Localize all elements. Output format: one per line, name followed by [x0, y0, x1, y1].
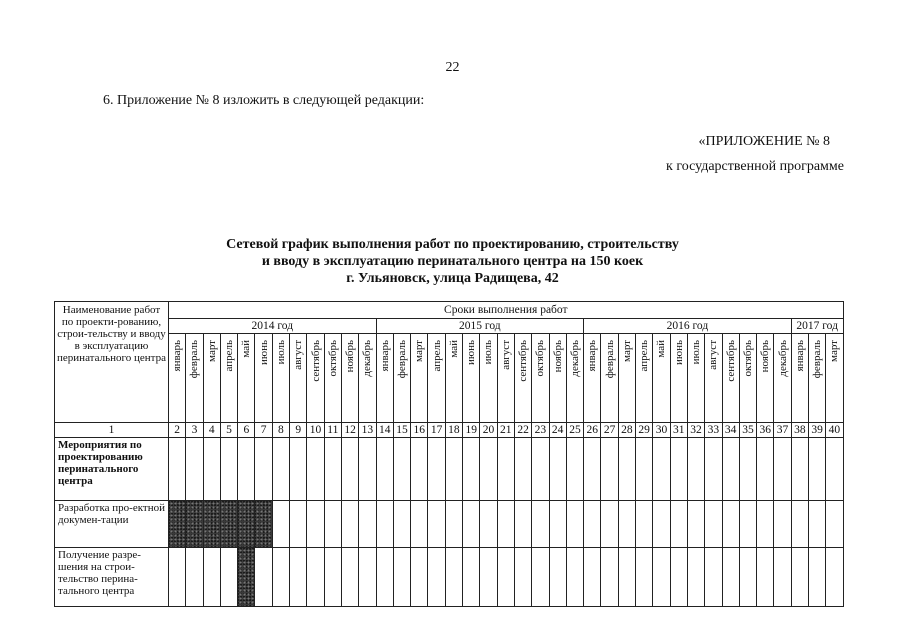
month-header: [203, 334, 220, 423]
month-label: июнь: [465, 340, 478, 366]
month-header: [359, 334, 376, 423]
schedule-cell-filled: [220, 501, 237, 548]
year-header: 2015 год: [376, 319, 584, 334]
schedule-cell: [584, 548, 601, 607]
month-label: ноябрь: [344, 340, 357, 373]
schedule-cell: [549, 548, 566, 607]
column-number: 33: [705, 423, 722, 438]
schedule-cell: [739, 501, 756, 548]
column-number: 39: [808, 423, 825, 438]
column-number: 14: [376, 423, 393, 438]
month-header: [238, 334, 255, 423]
month-header: [687, 334, 704, 423]
schedule-cell: [791, 438, 808, 501]
schedule-cell: [757, 501, 774, 548]
month-header: [290, 334, 307, 423]
task-row: [55, 438, 844, 501]
month-header: [411, 334, 428, 423]
column-number: 24: [549, 423, 566, 438]
month-header: [497, 334, 514, 423]
month-header: [618, 334, 635, 423]
column-number: 40: [826, 423, 843, 438]
schedule-cell: [359, 548, 376, 607]
month-header: [341, 334, 358, 423]
schedule-cell: [618, 438, 635, 501]
month-label: май: [240, 340, 253, 358]
schedule-cell: [532, 438, 549, 501]
title-line-1: Сетевой график выполнения работ по проектированию, строительству: [226, 237, 679, 252]
month-header: [307, 334, 324, 423]
month-label: сентябрь: [724, 340, 737, 382]
schedule-cell: [341, 548, 358, 607]
column-number: 4: [203, 423, 220, 438]
schedule-cell: [722, 548, 739, 607]
schedule-cell-filled: [238, 501, 255, 548]
column-number: 37: [774, 423, 791, 438]
schedule-cell: [601, 438, 618, 501]
period-header: Сроки выполнения работ: [169, 302, 844, 319]
schedule-cell: [826, 548, 843, 607]
schedule-cell: [566, 501, 583, 548]
column-number: 34: [722, 423, 739, 438]
schedule-cell: [255, 548, 272, 607]
month-header: [826, 334, 843, 423]
column-number: 27: [601, 423, 618, 438]
schedule-cell: [618, 501, 635, 548]
header-row: [55, 302, 844, 319]
month-label: апрель: [638, 340, 651, 372]
schedule-cell: [826, 501, 843, 548]
schedule-cell: [307, 501, 324, 548]
month-label: февраль: [811, 340, 824, 379]
month-header: [324, 334, 341, 423]
schedule-cell-filled: [203, 501, 220, 548]
column-number: 36: [757, 423, 774, 438]
schedule-cell: [220, 438, 237, 501]
month-label: март: [413, 340, 426, 362]
schedule-cell: [497, 548, 514, 607]
title-line-2: и вводу в эксплуатацию перинатального центра на 150 коек: [261, 254, 644, 269]
column-number: 30: [653, 423, 670, 438]
schedule-cell: [687, 501, 704, 548]
month-label: март: [205, 340, 218, 362]
month-label: июнь: [672, 340, 685, 366]
column-number: 16: [411, 423, 428, 438]
schedule-cell: [393, 501, 410, 548]
schedule-cell: [566, 438, 583, 501]
schedule-cell: [791, 501, 808, 548]
month-header: [808, 334, 825, 423]
schedule-cell: [774, 438, 791, 501]
schedule-cell: [705, 501, 722, 548]
month-label: февраль: [603, 340, 616, 379]
schedule-cell: [463, 548, 480, 607]
schedule-cell: [376, 548, 393, 607]
schedule-cell: [514, 548, 531, 607]
schedule-cell: [324, 438, 341, 501]
schedule-cell: [220, 548, 237, 607]
column-number: 28: [618, 423, 635, 438]
schedule-cell: [428, 438, 445, 501]
schedule-cell: [411, 548, 428, 607]
schedule-cell: [670, 548, 687, 607]
month-label: сентябрь: [517, 340, 530, 382]
task-row: [55, 501, 844, 548]
schedule-cell: [514, 438, 531, 501]
schedule-cell: [290, 438, 307, 501]
month-header: [757, 334, 774, 423]
schedule-cell-filled: [169, 501, 186, 548]
column-number: 20: [480, 423, 497, 438]
schedule-cell: [324, 548, 341, 607]
title-line-3: г. Ульяновск, улица Радищева, 42: [346, 271, 559, 286]
year-row: [55, 319, 844, 334]
schedule-cell: [532, 548, 549, 607]
month-label: декабрь: [361, 340, 374, 377]
month-label: февраль: [188, 340, 201, 379]
column-number: 3: [186, 423, 203, 438]
schedule-cell: [826, 438, 843, 501]
schedule-cell: [705, 438, 722, 501]
schedule-cell: [670, 501, 687, 548]
schedule-cell: [739, 548, 756, 607]
schedule-cell: [670, 438, 687, 501]
schedule-cell: [722, 438, 739, 501]
schedule-cell: [549, 438, 566, 501]
column-number: 25: [566, 423, 583, 438]
schedule-cell: [428, 501, 445, 548]
schedule-cell: [445, 548, 462, 607]
schedule-cell: [376, 438, 393, 501]
column-number: 38: [791, 423, 808, 438]
schedule-cell: [687, 438, 704, 501]
column-number: 26: [584, 423, 601, 438]
month-header: [186, 334, 203, 423]
month-header: [393, 334, 410, 423]
month-header: [272, 334, 289, 423]
column-number: 7: [255, 423, 272, 438]
month-label: июнь: [257, 340, 270, 366]
month-label: октябрь: [326, 340, 339, 377]
schedule-cell: [359, 438, 376, 501]
column-number: 9: [290, 423, 307, 438]
schedule-cell: [203, 548, 220, 607]
schedule-cell: [411, 438, 428, 501]
schedule-cell: [566, 548, 583, 607]
month-label: октябрь: [534, 340, 547, 377]
column-number: 6: [238, 423, 255, 438]
month-header: [514, 334, 531, 423]
schedule-cell: [376, 501, 393, 548]
schedule-cell: [808, 438, 825, 501]
schedule-cell: [480, 438, 497, 501]
column-number: 15: [393, 423, 410, 438]
column-number: 8: [272, 423, 289, 438]
month-label: май: [447, 340, 460, 358]
schedule-cell: [169, 438, 186, 501]
schedule-cell: [808, 548, 825, 607]
schedule-cell: [324, 501, 341, 548]
column-number-row: [55, 423, 844, 438]
month-label: апрель: [430, 340, 443, 372]
schedule-cell: [687, 548, 704, 607]
month-header: [739, 334, 756, 423]
column-number: 32: [687, 423, 704, 438]
month-header: [255, 334, 272, 423]
schedule-cell: [480, 501, 497, 548]
month-label: ноябрь: [759, 340, 772, 373]
month-header: [220, 334, 237, 423]
column-number: 22: [514, 423, 531, 438]
month-label: ноябрь: [551, 340, 564, 373]
schedule-cell: [463, 501, 480, 548]
month-label: июль: [690, 340, 703, 365]
schedule-cell: [774, 501, 791, 548]
schedule-cell: [532, 501, 549, 548]
schedule-cell: [307, 438, 324, 501]
column-number: 11: [324, 423, 341, 438]
month-label: июль: [482, 340, 495, 365]
schedule-cell: [601, 548, 618, 607]
schedule-cell: [445, 501, 462, 548]
month-label: август: [499, 340, 512, 370]
month-label: июль: [274, 340, 287, 365]
month-label: декабрь: [776, 340, 789, 377]
month-label: февраль: [396, 340, 408, 379]
schedule-cell: [341, 438, 358, 501]
column-number: 31: [670, 423, 687, 438]
schedule-cell: [445, 438, 462, 501]
month-label: декабрь: [568, 340, 581, 377]
schedule-cell: [618, 548, 635, 607]
schedule-cell: [653, 501, 670, 548]
schedule-cell: [255, 438, 272, 501]
month-header: [376, 334, 393, 423]
task-label: Мероприятия по проектированию перинатального центра: [55, 438, 169, 501]
month-header: [169, 334, 186, 423]
schedule-cell: [480, 548, 497, 607]
task-label: Разработка про-ектной докумен-тации: [55, 501, 169, 548]
month-header: [428, 334, 445, 423]
schedule-cell: [290, 501, 307, 548]
month-header: [480, 334, 497, 423]
year-header: 2014 год: [169, 319, 377, 334]
schedule-cell: [272, 438, 289, 501]
schedule-cell: [791, 548, 808, 607]
column-number: 5: [220, 423, 237, 438]
month-label: сентябрь: [309, 340, 322, 382]
month-label: январь: [586, 340, 599, 372]
schedule-table: [54, 301, 844, 607]
schedule-cell: [584, 501, 601, 548]
schedule-cell: [497, 438, 514, 501]
month-header: [445, 334, 462, 423]
month-header: [566, 334, 583, 423]
schedule-cell: [290, 548, 307, 607]
schedule-cell: [722, 501, 739, 548]
month-header: [532, 334, 549, 423]
month-label: август: [292, 340, 305, 370]
schedule-cell: [169, 548, 186, 607]
schedule-cell: [514, 501, 531, 548]
schedule-cell: [428, 548, 445, 607]
schedule-cell: [497, 501, 514, 548]
month-header: [636, 334, 653, 423]
appendix-subheading: к государственной программе: [666, 159, 844, 174]
appendix-heading: «ПРИЛОЖЕНИЕ № 8: [698, 134, 830, 149]
month-header: [791, 334, 808, 423]
schedule-cell: [636, 548, 653, 607]
column-number: 13: [359, 423, 376, 438]
month-label: март: [828, 340, 841, 362]
month-header: [653, 334, 670, 423]
schedule-cell: [636, 501, 653, 548]
month-header: [584, 334, 601, 423]
page-number: 22: [445, 60, 460, 75]
schedule-cell: [808, 501, 825, 548]
month-header: [774, 334, 791, 423]
schedule-cell: [757, 438, 774, 501]
schedule-cell: [636, 438, 653, 501]
schedule-cell: [393, 438, 410, 501]
document-title: [0, 236, 905, 287]
schedule-cell: [584, 438, 601, 501]
schedule-cell: [186, 438, 203, 501]
task-row: [55, 548, 844, 607]
column-number: 12: [341, 423, 358, 438]
month-header: [705, 334, 722, 423]
month-header: [722, 334, 739, 423]
month-row: [55, 334, 844, 423]
schedule-cell: [549, 501, 566, 548]
month-header: [463, 334, 480, 423]
schedule-cell: [601, 501, 618, 548]
month-header: [670, 334, 687, 423]
schedule-cell: [359, 501, 376, 548]
schedule-cell: [653, 438, 670, 501]
column-number: 18: [445, 423, 462, 438]
schedule-cell: [463, 438, 480, 501]
column-number: 35: [739, 423, 756, 438]
month-label: октябрь: [741, 340, 754, 377]
column-number: 23: [532, 423, 549, 438]
task-label: Получение разре-шения на строи-тельство перина-тального центра: [55, 548, 169, 607]
instruction-text: 6. Приложение № 8 изложить в следующей редакции:: [103, 93, 425, 108]
schedule-cell: [307, 548, 324, 607]
month-label: январь: [378, 340, 391, 372]
month-header: [549, 334, 566, 423]
column-number: 1: [55, 423, 169, 438]
schedule-cell: [203, 438, 220, 501]
month-label: март: [620, 340, 633, 362]
column-number: 10: [307, 423, 324, 438]
month-label: апрель: [223, 340, 236, 372]
name-column-header: Наименование работ по проекти-рованию, строи-тельству и вводу в эксплуатацию перинатального центра: [55, 302, 169, 423]
month-label: август: [707, 340, 720, 370]
month-label: январь: [793, 340, 806, 372]
year-header: 2016 год: [584, 319, 792, 334]
schedule-cell-filled: [186, 501, 203, 548]
month-header: [601, 334, 618, 423]
schedule-cell: [272, 548, 289, 607]
month-label: май: [655, 340, 668, 358]
column-number: 21: [497, 423, 514, 438]
schedule-cell: [272, 501, 289, 548]
month-label: январь: [171, 340, 184, 372]
schedule-cell-filled: [255, 501, 272, 548]
schedule-cell: [757, 548, 774, 607]
column-number: 29: [636, 423, 653, 438]
year-header: 2017 год: [791, 319, 843, 334]
schedule-cell: [774, 548, 791, 607]
schedule-cell: [653, 548, 670, 607]
schedule-cell: [341, 501, 358, 548]
schedule-cell: [411, 501, 428, 548]
schedule-cell: [739, 438, 756, 501]
schedule-cell-filled: [238, 548, 255, 607]
column-number: 19: [463, 423, 480, 438]
column-number: 2: [169, 423, 186, 438]
schedule-cell: [393, 548, 410, 607]
column-number: 17: [428, 423, 445, 438]
schedule-cell: [238, 438, 255, 501]
schedule-cell: [186, 548, 203, 607]
schedule-cell: [705, 548, 722, 607]
